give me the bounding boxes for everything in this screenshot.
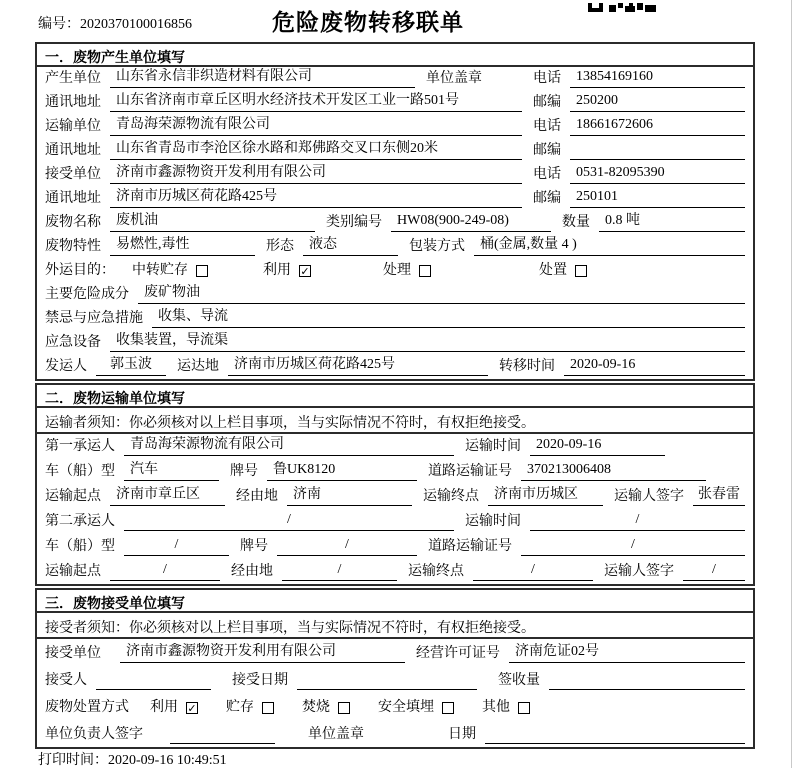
field-label: 道路运输证号 — [428, 539, 512, 554]
field-label: 单位盖章 — [308, 727, 364, 742]
checkbox-label: 利用 — [150, 700, 178, 715]
checkbox-group — [263, 262, 311, 280]
field-value: 2020-09-16 — [530, 436, 665, 456]
form-row — [37, 559, 753, 584]
form-row — [37, 639, 753, 666]
field-value: / — [530, 511, 745, 531]
field-label: 废物名称 — [45, 215, 101, 230]
field-label: 外运目的： — [45, 263, 115, 278]
checkbox-icon — [262, 702, 274, 714]
field-label: 产生单位 — [45, 71, 101, 86]
field-label: 车（船）型 — [45, 539, 115, 554]
field-value: 济南市章丘区 — [110, 486, 225, 506]
field-value: 山东省济南市章丘区明水经济技术开发区工业一路501号 — [110, 92, 522, 112]
checkbox-group — [226, 699, 274, 717]
field-label: 运输人签字 — [604, 564, 674, 579]
field-value: / — [683, 561, 745, 581]
checkbox-icon — [196, 265, 208, 277]
checkbox-icon — [442, 702, 454, 714]
checkbox-label: 中转贮存 — [132, 263, 188, 278]
field-label: 日期 — [448, 727, 476, 742]
field-label: 道路运输证号 — [428, 464, 512, 479]
section-title: 二．废物运输单位填写 — [37, 385, 753, 408]
field-value: 收集装置，导流渠 — [110, 332, 745, 352]
checkbox-checked-icon: ✓ — [300, 264, 310, 278]
field-value: 液态 — [303, 236, 398, 256]
form-row — [37, 355, 753, 379]
checkbox-icon — [338, 702, 350, 714]
field-label: 邮编 — [533, 95, 561, 110]
field-label: 运输时间 — [465, 514, 521, 529]
field-label: 运输起点 — [45, 564, 101, 579]
field-value: / — [124, 511, 454, 531]
checkbox-group — [383, 262, 431, 280]
section-receiver — [35, 588, 755, 749]
field-label: 单位盖章 — [426, 71, 482, 86]
field-value: 18661672606 — [570, 116, 745, 136]
field-label: 牌号 — [240, 539, 268, 554]
field-value: 0531-82095390 — [570, 164, 745, 184]
checkbox-label: 安全填埋 — [378, 700, 434, 715]
field-label: 运输终点 — [408, 564, 464, 579]
field-value — [570, 158, 745, 160]
section-notice: 运输者须知：你必须核对以上栏目事项，当与实际情况不符时，有权拒绝接受。 — [37, 408, 753, 434]
field-value: 易燃性,毒性 — [110, 236, 255, 256]
field-value: 济南 — [287, 486, 412, 506]
field-value: 济南市历城区 — [488, 486, 603, 506]
form-row — [37, 163, 753, 187]
field-label: 经由地 — [236, 489, 278, 504]
checkbox-label: 处置 — [539, 263, 567, 278]
section-notice: 接受者须知：你必须核对以上栏目事项，当与实际情况不符时，有权拒绝接受。 — [37, 613, 753, 639]
field-label: 经由地 — [231, 564, 273, 579]
field-label: 车（船）型 — [45, 464, 115, 479]
form-row — [37, 666, 753, 693]
checkbox-label: 处理 — [383, 263, 411, 278]
field-label: 类别编号 — [326, 215, 382, 230]
field-value: 废机油 — [110, 212, 315, 232]
form-number-value: 2020370100016856 — [80, 17, 192, 32]
checkbox-icon — [419, 265, 431, 277]
field-value: 济南危证02号 — [509, 643, 745, 663]
field-label: 运输时间 — [465, 439, 521, 454]
manifest-form — [35, 42, 755, 751]
field-label: 运达地 — [177, 359, 219, 374]
field-value: 汽车 — [124, 461, 219, 481]
field-label: 通讯地址 — [45, 191, 101, 206]
field-label: 邮编 — [533, 143, 561, 158]
checkbox-checked-icon: ✓ — [187, 701, 197, 715]
field-label: 运输人签字 — [614, 489, 684, 504]
print-time — [38, 749, 227, 768]
field-value: 370213006408 — [521, 461, 706, 481]
field-label: 第二承运人 — [45, 514, 115, 529]
field-label: 接受人 — [45, 673, 87, 688]
section-title: 一．废物产生单位填写 — [37, 44, 753, 67]
checkbox-icon — [518, 702, 530, 714]
checkbox-group — [302, 699, 350, 717]
form-row — [37, 283, 753, 307]
field-label: 废物处置方式 — [45, 700, 129, 715]
field-value: 250200 — [570, 92, 745, 112]
field-value: 桶(金属,数量 4 ) — [474, 236, 745, 256]
page-edge-divider — [791, 0, 792, 768]
field-label: 形态 — [266, 239, 294, 254]
field-label: 运输起点 — [45, 489, 101, 504]
field-value: 废矿物油 — [138, 284, 745, 304]
checkbox-label: 贮存 — [226, 700, 254, 715]
field-value: 济南市鑫源物资开发利用有限公司 — [110, 164, 522, 184]
field-value: 青岛海荣源物流有限公司 — [124, 436, 454, 456]
field-label: 主要危险成分 — [45, 287, 129, 302]
field-value: / — [521, 536, 745, 556]
field-label: 发运人 — [45, 359, 87, 374]
field-label: 转移时间 — [499, 359, 555, 374]
checkbox-icon — [575, 265, 587, 277]
field-value: / — [277, 536, 417, 556]
form-row — [37, 211, 753, 235]
form-row — [37, 307, 753, 331]
field-value: 收集、导流 — [152, 308, 745, 328]
field-value: / — [282, 561, 397, 581]
field-value: 2020-09-16 — [564, 356, 745, 376]
field-label: 接受单位 — [45, 646, 101, 661]
qr-code-partial-icon — [587, 0, 657, 18]
field-label: 包装方式 — [409, 239, 465, 254]
section-transporter — [35, 383, 755, 586]
form-row — [37, 139, 753, 163]
field-label: 邮编 — [533, 191, 561, 206]
checkbox-label: 利用 — [263, 263, 291, 278]
field-value: 张春雷 — [693, 486, 745, 506]
field-value: / — [110, 561, 220, 581]
form-row — [37, 115, 753, 139]
checkbox-group — [132, 262, 208, 280]
form-row — [37, 259, 753, 283]
field-value — [170, 742, 275, 744]
form-row — [37, 693, 753, 720]
checkbox-group — [150, 699, 198, 717]
field-label: 经营许可证号 — [416, 646, 500, 661]
checkbox-group — [378, 699, 454, 717]
field-value: / — [473, 561, 593, 581]
field-label: 电话 — [533, 71, 561, 86]
field-label: 单位负责人签字 — [45, 727, 143, 742]
checkbox-group — [539, 262, 587, 280]
form-title: 危险废物转移联单 — [272, 10, 464, 35]
section-title: 三．废物接受单位填写 — [37, 590, 753, 613]
form-row — [37, 91, 753, 115]
field-value: 鲁UK8120 — [267, 461, 417, 481]
field-label: 电话 — [533, 119, 561, 134]
form-row — [37, 235, 753, 259]
field-label: 电话 — [533, 167, 561, 182]
field-value: 济南市历城区荷花路425号 — [110, 188, 522, 208]
field-label: 禁忌与应急措施 — [45, 311, 143, 326]
field-label: 签收量 — [498, 673, 540, 688]
form-row — [37, 534, 753, 559]
field-label: 运输单位 — [45, 119, 101, 134]
field-value: HW08(900-249-08) — [391, 212, 551, 232]
field-label: 废物特性 — [45, 239, 101, 254]
field-value: 济南市历城区荷花路425号 — [228, 356, 488, 376]
form-row — [37, 484, 753, 509]
print-time-value: 2020-09-16 10:49:51 — [108, 753, 227, 768]
field-value: 山东省青岛市李沧区徐水路和郑佛路交叉口东侧20米 — [110, 140, 522, 160]
form-row — [37, 509, 753, 534]
form-row — [37, 331, 753, 355]
field-value: 青岛海荣源物流有限公司 — [110, 116, 522, 136]
form-row — [37, 720, 753, 747]
form-row — [37, 434, 753, 459]
field-label: 运输终点 — [423, 489, 479, 504]
form-row — [37, 187, 753, 211]
field-label: 通讯地址 — [45, 143, 101, 158]
field-value: 0.8 吨 — [599, 212, 745, 232]
checkbox-label: 焚烧 — [302, 700, 330, 715]
document-header — [0, 0, 796, 42]
field-label: 应急设备 — [45, 335, 101, 350]
checkbox-label: 其他 — [482, 700, 510, 715]
field-label: 数量 — [562, 215, 590, 230]
field-value: 250101 — [570, 188, 745, 208]
field-value — [549, 688, 745, 690]
form-number-label: 编号： — [38, 17, 80, 32]
field-value: 郭玉波 — [96, 356, 166, 376]
field-value: 13854169160 — [570, 68, 745, 88]
field-label: 通讯地址 — [45, 95, 101, 110]
checkbox-group — [482, 699, 530, 717]
field-label: 第一承运人 — [45, 439, 115, 454]
field-label: 接受日期 — [232, 673, 288, 688]
field-label: 接受单位 — [45, 167, 101, 182]
field-value: 山东省永信非织造材料有限公司 — [110, 68, 415, 88]
field-value — [485, 742, 745, 744]
form-row — [37, 67, 753, 91]
field-value — [96, 688, 211, 690]
print-time-label: 打印时间： — [38, 753, 108, 768]
field-value: 济南市鑫源物资开发利用有限公司 — [120, 643, 405, 663]
field-label: 牌号 — [230, 464, 258, 479]
section-producer — [35, 42, 755, 381]
field-value: / — [124, 536, 229, 556]
form-row — [37, 459, 753, 484]
field-value — [297, 688, 477, 690]
